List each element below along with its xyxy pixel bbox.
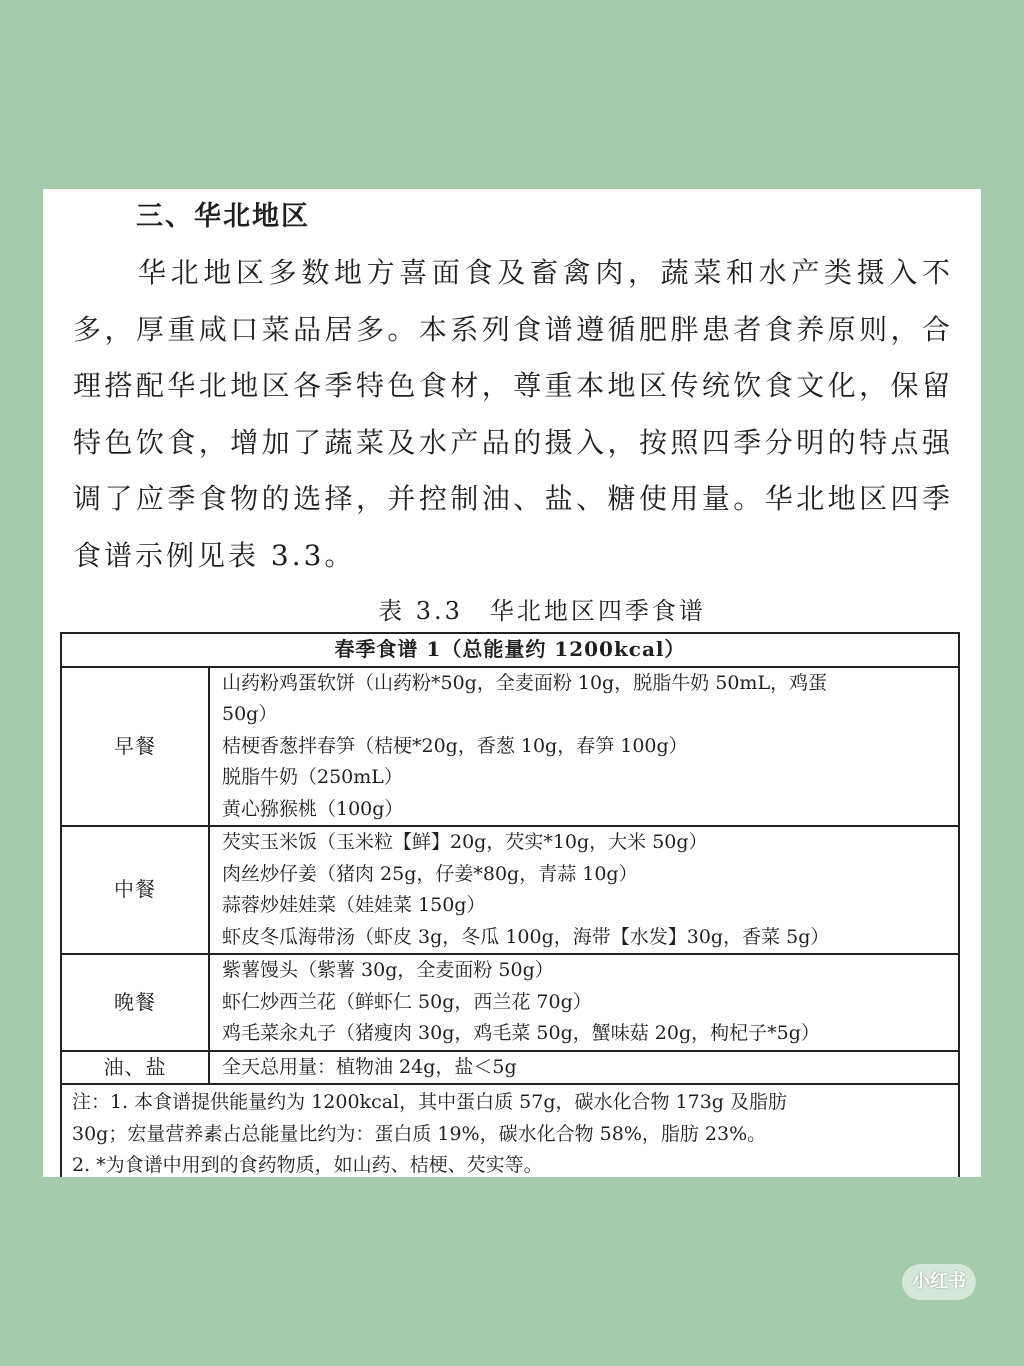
- dish-line: 虾仁炒西兰花（鲜虾仁 50g，西兰花 70g）: [222, 990, 592, 1013]
- paragraph-line: 多，厚重咸口菜品居多。本系列食谱遵循肥胖患者食养原则，: [73, 312, 922, 346]
- dish-line: 肉丝炒仔姜（猪肉 25g，仔姜*80g，青蒜 10g）: [222, 862, 638, 885]
- dish-line: 山药粉鸡蛋软饼（山药粉*50g，全麦面粉 10g，脱脂牛奶 50mL，鸡蛋: [222, 671, 828, 694]
- table-notes: [61, 1084, 959, 1177]
- note-line: 2. *为食谱中用到的食药物质，如山药、桔梗、芡实等。: [72, 1154, 543, 1176]
- dish-line: 全天总用量：植物油 24g，盐＜5g: [222, 1055, 517, 1078]
- table-row: [61, 667, 959, 827]
- table-row: [61, 1051, 959, 1085]
- table-header-row: [61, 633, 959, 667]
- section-heading: 三、华北地区: [136, 201, 310, 232]
- intro-paragraph: [73, 245, 953, 584]
- table-row: [61, 954, 959, 1051]
- dish-line: 蒜蓉炒娃娃菜（娃娃菜 150g）: [222, 894, 486, 916]
- paragraph-line: 地区四季食谱示例见表 3.3。: [73, 482, 953, 572]
- note-line: 注：1. 本食谱提供能量约为 1200kcal，其中蛋白质 57g，碳水化合物 173g 及脂肪: [72, 1091, 788, 1113]
- table-notes-row: [61, 1084, 959, 1177]
- menu-table: [60, 632, 960, 1177]
- table-caption: 表 3.3 华北地区四季食谱: [378, 597, 706, 625]
- dish-line: 脱脂牛奶（250mL）: [222, 766, 403, 788]
- dish-line: 芡实玉米饭（玉米粒【鲜】20g，芡实*10g，大米 50g）: [222, 831, 708, 853]
- meal-label-oil-salt: 油、盐: [61, 1051, 209, 1085]
- meal-items-lunch: [209, 826, 959, 954]
- meal-items-oil-salt: [209, 1051, 959, 1085]
- dish-line: 虾皮冬瓜海带汤（虾皮 3g，冬瓜 100g，海带【水发】30g，香菜 5g）: [222, 925, 830, 948]
- dish-line: 鸡毛菜汆丸子（猪瘦肉 30g，鸡毛菜 50g，蟹味菇 20g，枸杞子*5g）: [222, 1022, 820, 1044]
- paragraph-line: 保留特色饮食，增加了蔬菜及水产品的摄入，按照四季分明的: [73, 369, 953, 459]
- watermark-badge: 小红书: [902, 1264, 976, 1300]
- meal-items-breakfast: [209, 667, 959, 827]
- note-line: 30g；宏量营养素占总能量比约为：蛋白质 19%，碳水化合物 58%，脂肪 23%。: [72, 1122, 767, 1145]
- dish-line: 50g）: [222, 703, 278, 725]
- table-header: 春季食谱 1（总能量约 1200kcal）: [61, 633, 959, 667]
- document-page: [43, 189, 981, 1177]
- paragraph-line: 合理搭配华北地区各季特色食材，尊重本地区传统饮食文化，: [73, 312, 953, 402]
- dish-line: 紫薯馒头（紫薯 30g，全麦面粉 50g）: [222, 959, 554, 981]
- dish-line: 桔梗香葱拌春笋（桔梗*20g，香葱 10g，春笋 100g）: [222, 734, 688, 757]
- paragraph-line: 特点强调了应季食物的选择，并控制油、盐、糖使用量。华北: [73, 425, 953, 515]
- paragraph-line: 华北地区多数地方喜面食及畜禽肉，蔬菜和水产类摄入不: [138, 256, 953, 289]
- dish-line: 黄心猕猴桃（100g）: [222, 797, 404, 820]
- meal-label-lunch: 中餐: [61, 826, 209, 954]
- meal-label-breakfast: 早餐: [61, 667, 209, 827]
- meal-items-dinner: [209, 954, 959, 1051]
- table-row: [61, 826, 959, 954]
- meal-label-dinner: 晚餐: [61, 954, 209, 1051]
